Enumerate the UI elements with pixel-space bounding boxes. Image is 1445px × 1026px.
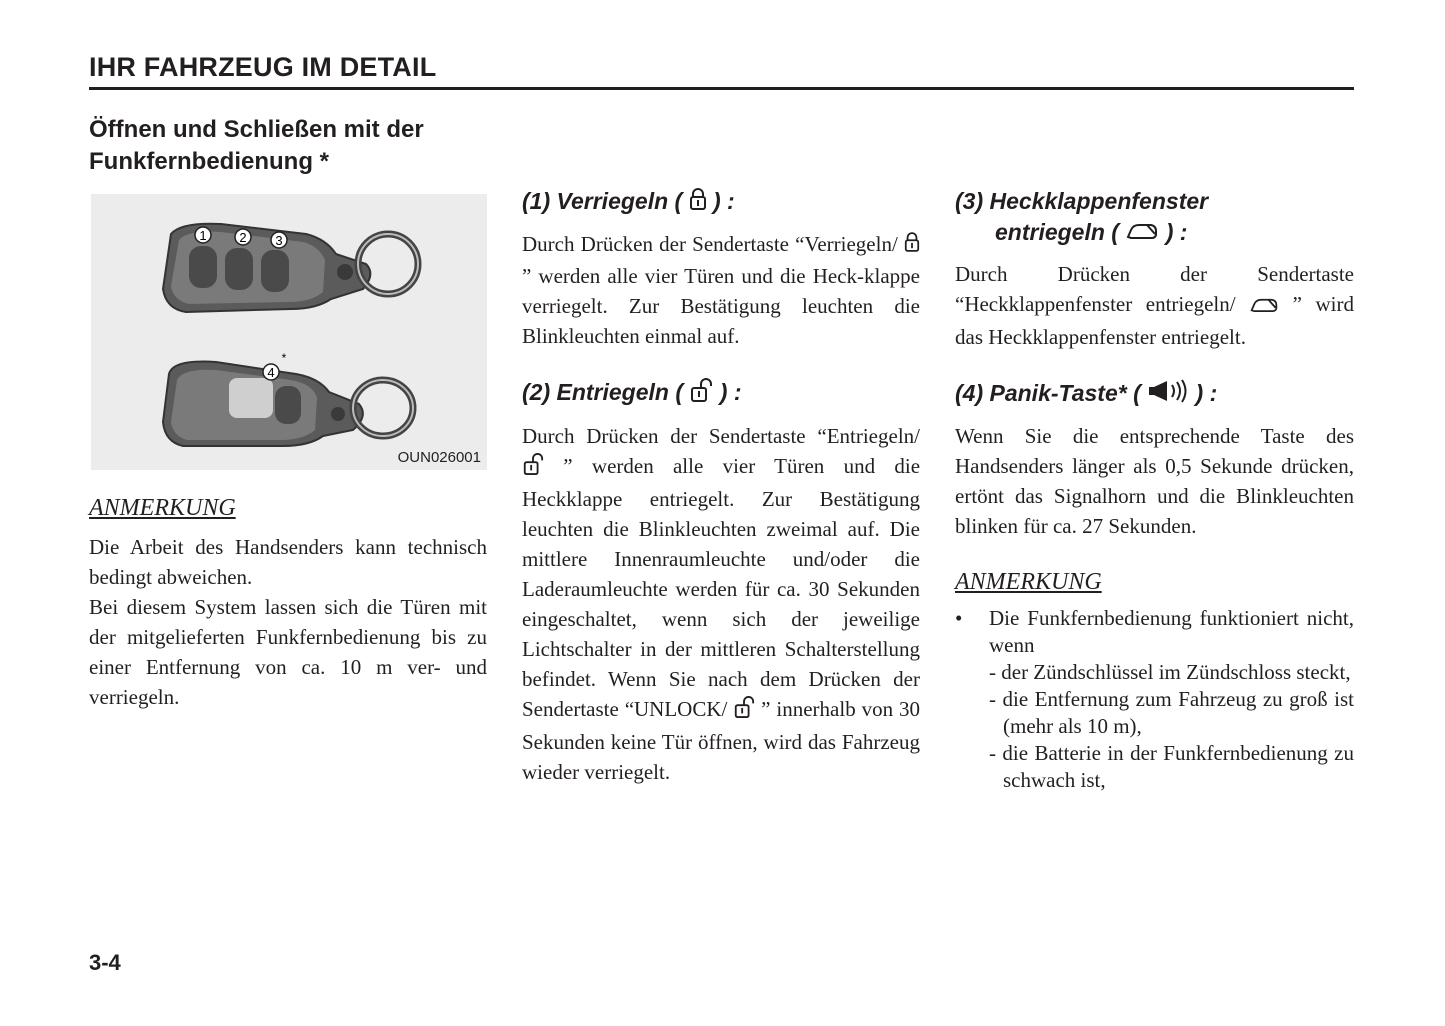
key-fob-figure [91, 194, 487, 470]
callout-2: 2 [239, 230, 247, 245]
note-right-intro: Die Funkfernbedienung funktioniert nicht, wenn [989, 605, 1354, 657]
list-item: - der Zündschlüssel im Zündschloss steckt, [989, 659, 1351, 684]
list-item: - die Batterie in der Funkfernbedienung zu schwach ist, [989, 740, 1354, 792]
callout-1: 1 [199, 228, 207, 243]
lock-icon [904, 231, 920, 261]
unlock-heading: (2) Entriegeln ( ) : [522, 377, 920, 411]
list-item: - die Entfernung zum Fahrzeug zu groß ist (mehr als 10 m), [989, 686, 1354, 738]
callout-4: 4 [267, 365, 275, 380]
hatch-text: Durch Drücken der Sendertaste “Heckklappenfenster entriegeln/ ” wird das Heckklappenfenster entriegelt. [955, 262, 1354, 349]
section-title: Öffnen und Schließen mit der Funkfernbedienung * [89, 116, 424, 175]
tailgate-icon [1125, 218, 1159, 249]
note-left-title: ANMERKUNG [89, 495, 236, 521]
note-right-list [955, 605, 1354, 794]
unlock-icon [733, 695, 755, 727]
right-column [955, 186, 1354, 794]
callout-asterisk: * [281, 351, 287, 365]
panic-heading: (4) Panik-Taste* ( ) : [955, 378, 1354, 411]
page-number: 3-4 [89, 950, 121, 975]
panic-text: Wenn Sie die entsprechende Taste des Handsenders länger als 0,5 Sekunde drücken, ertönt das Signalhorn und die Blinkleuchten blinken für ca. 27 Sekunden. [955, 423, 1354, 538]
note-left-p1: Die Arbeit des Handsenders kann technisch bedingt abweichen. [89, 535, 487, 589]
callout-3: 3 [275, 233, 283, 248]
tailgate-icon [1249, 292, 1279, 322]
unlock-icon [689, 377, 713, 411]
note-left-p2: Bei diesem System lassen sich die Türen mit der mitgelieferten Funkfernbedienung bis zu einer Entfernung von ca. 10 m ver- und verriegeln. [89, 595, 487, 709]
key-fob-illustration [91, 194, 487, 470]
horn-icon [1147, 379, 1189, 411]
lock-icon [689, 187, 707, 219]
hatch-heading: (3) Heckklappenfenster entriegeln ( ) : [955, 186, 1354, 249]
bullet-marker: • [955, 605, 963, 630]
figure-code: OUN026001 [397, 449, 481, 466]
unlock-text: Durch Drücken der Sendertaste “Entriegeln/ ” werden alle vier Türen und die Heckklappe entriegelt. Zur Bestätigung leuchten die Blinkleuchten zweimal auf. Die mittlere Innenraumleuchte und/oder die Laderaumleuchte werden für ca. 30 Sekunden eingeschaltet, wenn sich der jeweilige Lichtschalter in der mittleren Schalterstellung befindet. Wenn Sie nach dem Drücken der Sendertaste “UNLOCK/ ” innerhalb von 30 Sekunden keine Tür öffnen, wird das Fahrzeug wieder verriegelt. [522, 424, 921, 785]
running-header: IHR FAHRZEUG IM DETAIL [89, 52, 437, 82]
header-rule [89, 87, 1354, 90]
unlock-icon [522, 452, 544, 484]
lock-heading: (1) Verriegeln ( ) : [522, 186, 920, 219]
middle-column [522, 186, 920, 787]
lock-text: Durch Drücken der Sendertaste “Verriegeln/ ” werden alle vier Türen und die Heck-klappe verriegelt. Zur Bestätigung leuchten die Blinkleuchten einmal auf. [522, 231, 920, 349]
note-right-title: ANMERKUNG [955, 568, 1102, 595]
note-left [89, 493, 487, 712]
